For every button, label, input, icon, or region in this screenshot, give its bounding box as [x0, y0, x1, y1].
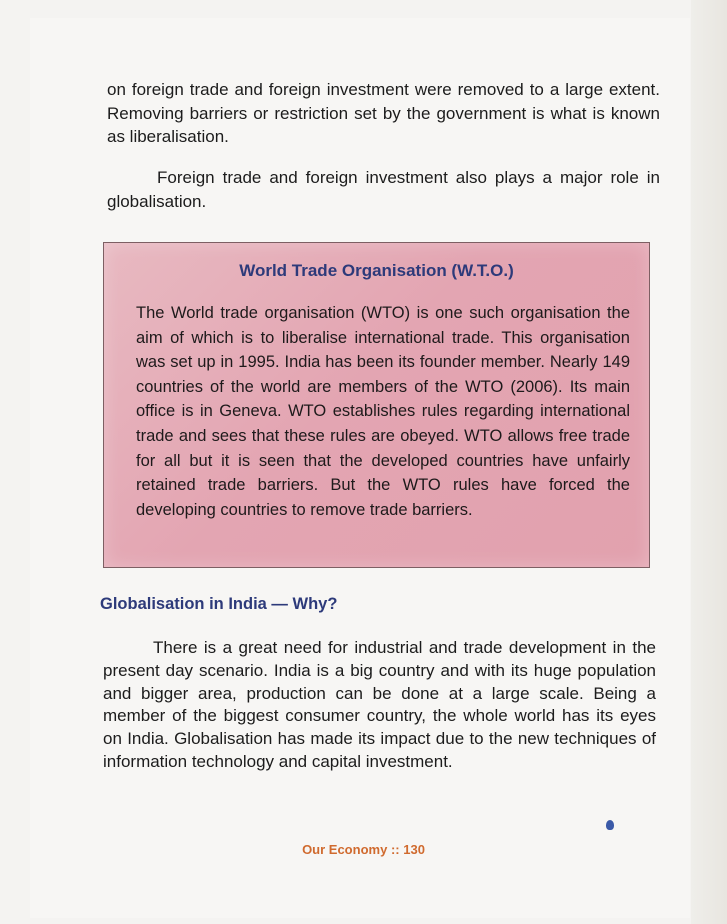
page-edge [691, 0, 727, 924]
wto-box-title: World Trade Organisation (W.T.O.) [239, 261, 514, 280]
blue-ink-mark-icon [606, 820, 614, 830]
footer-book-title: Our Economy [302, 842, 388, 857]
footer-separator: :: [390, 842, 400, 857]
paragraph-foreign-trade: Foreign trade and foreign investment also plays a major role in globalisation. [107, 168, 660, 211]
paragraph-globalisation-india: There is a great need for industrial and trade development in the present day scenario. India is a big country and with its huge population and bigger area, production can be done at a large scale. Being a member of the biggest consumer country, the whole world has its eyes on India. Globalisation has made its impact due to the new techniques of information technology and capital investment. [103, 638, 656, 771]
section-heading-globalisation-india: Globalisation in India — Why? [100, 595, 338, 613]
wto-info-box [103, 242, 650, 568]
page-footer [0, 842, 727, 857]
wto-box-body: The World trade organisation (WTO) is one such organisation the aim of which is to liberalise international trade. This organisation was set up in 1995. India has been its founder member. Nearly 149 countries of the world are members of the WTO (2006). Its main office is in Geneva. WTO establishes rules regarding international trade and sees that these rules are obeyed. WTO allows free trade for all but it is seen that the developed countries have unfairly retained trade barriers. But the WTO rules have forced the developing countries to remove trade barriers. [136, 304, 630, 519]
footer-page-number: 130 [403, 842, 425, 857]
paragraph-liberalisation: on foreign trade and foreign investment were removed to a large extent. Removing barriers or restriction set by the government is what is known as liberalisation. [107, 80, 660, 146]
